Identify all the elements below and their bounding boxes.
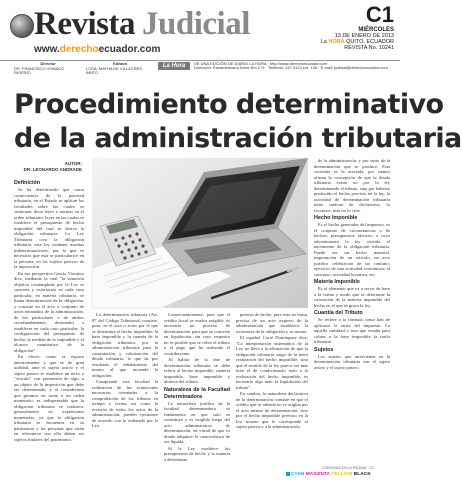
- newspaper-logo[interactable]: [8, 4, 258, 62]
- author-block: [14, 161, 82, 172]
- article-column-5: [314, 158, 390, 462]
- yellow-label: YELLOW: [331, 471, 353, 476]
- url-prefix: www.: [34, 44, 60, 55]
- headline-line-1: Procedimiento determinativo: [14, 89, 444, 120]
- issue-number: REVISTA No. 10241: [344, 45, 394, 51]
- editor-role: Editora: [113, 61, 127, 66]
- logo-word-judicial: Judicial: [142, 6, 250, 42]
- la-hora-badge[interactable]: La Hora: [158, 62, 190, 70]
- author-name: DR. LEONARDO ANDRADE: [23, 166, 82, 172]
- page-footer: [0, 466, 400, 480]
- paragraph: Se ha determinado que como consecuencia de la potestad tributaria, en el Estado se aplican las facultades sobre las cuales se sostienen, dicta leyes y normas en el orden tributario; leyes en las cuales se establece el presupuesto de hecho imponible del cual se deriva la obligación tributaria. La Ley Tributaria crea la obligación tributaria, esta ley contiene muchas indeterminaciones, por lo que es necesario que esta se particularice en la persona, en los sujetos pasivos de la imposición.: [14, 187, 84, 269]
- cmyk-registration: [286, 471, 371, 476]
- article-column-2: [92, 312, 158, 462]
- director-role: Director: [40, 61, 56, 66]
- paragraph: El español Corté Domínguez dice: "La interpretación sistemática de la Ley no lleva a la afirmación de que la obligación tributaria surge de la mera realización del hecho imponible, sino que el sentido de la ley parece ser más bien el de condicionarlo todo a la realización del hecho imponible, es necesario algo más: la liquidación del tributo".: [236, 335, 308, 390]
- issue-day: MIÉRCOLES: [358, 27, 394, 33]
- paragraph: En efecto, como se expuso anteriormente y que se de gran utilidad, ante el sujeto activo y el sujeto pasivo se establece un nexo o "vínculo" con pretensión de algo, a un objeto de la imposición que debe ser determinado; y al considerarse que giramos en torno a un orden monetario, es indispensable que la obligación tributaria se traduzca, generalmente en expresiones monetarias, ya que la obligación tributaria se encuentra en su patrimonio y las personas que están en relevancia con ella deben ser sujetos titulares del patrimonio.: [14, 354, 84, 442]
- subheading-sujetos: Sujetos: [314, 346, 334, 353]
- paragraph: Es el hecho generador del impuesto, es el conjunto de circunstancias o de hechos, presupuestos fácticos, a cuyo advenimiento la ley vincula el nacimiento de la obligación tributaria. Puede ser un hecho material, importación de un artículo, un acto jurídico celebración de un contrato; ejercicio de una actividad económica; el concurso; actividad lucrativa, etc.: [314, 222, 390, 277]
- paragraph: En esa perspectiva García Vizcaíno dice, mediante la cual "la situación objetiva contemplada por la Ley se concreta y exterioriza en cada caso particular, en materia tributaria, se llama determinación de la obligación, y consiste en el acto o conjunto de actos emanados de la administración, de los particulares o de ambos coordinadamente, destinados a establecer en cada caso particular, la configuración del presupuesto de hecho, la medida de lo imponible y el alcance cuantitativo de la obligación".: [14, 270, 84, 353]
- section-info: [294, 4, 394, 64]
- globe-icon: [10, 14, 34, 38]
- site-url[interactable]: [34, 44, 160, 55]
- bar-line-1: DE UNA EDICIÓN DE DIARIO LA HORA · http://www.derechoecuador.com: [194, 61, 327, 66]
- article-column-1: [14, 178, 84, 462]
- paragraph: Consecuentemente, para que el crédito fiscal se vuelva exigible, es necesario un proceso de determinación para que se concrete en liquidación, sin cuyo requisito no es posible que se cobre el tributo o el pago que ha realizado el contribuyente.: [164, 312, 230, 356]
- logo-word-revista: Revista: [34, 6, 135, 42]
- paragraph: Es el elemento que va a servir de base a la forma y modo que se determine la valoración de la materia imponible del hecho en el que se grava la ley.: [314, 286, 390, 308]
- paragraph: En cambio, la naturaleza declarativa de la determinación consiste en que el crédito que se adeuda no se origina por el acto mismo de determinación, sino por el hecho imponible previsto en la ley, mismo que le corresponde al sujeto pasivo o a la administración.: [236, 391, 308, 430]
- paragraph: Si la Ley establece los presupuestos de hecho y la materia a determinar.: [164, 445, 230, 462]
- city-hora: HORA: [328, 39, 345, 45]
- bar-line-2: Dirección: Panamericana Norte Km 2 ½ · Teléfono: 247 5113 ext. 136 · E-mail: judicial@derechoecuador.com: [194, 65, 388, 70]
- director-credit: [14, 62, 82, 76]
- paragraph: La naturaleza jurídica de la facultad determinadora se fundamenta en que solo se constituye y es exigible luego del acto administrativo de determinación, en virtud de que es donde adquiere la característica de ser líquida.: [164, 400, 230, 445]
- masthead: [0, 0, 400, 75]
- subheading-definicion: Definición: [14, 180, 41, 186]
- cyan-label: CYAN: [291, 471, 305, 476]
- director-name: DR. FRANCISCO VIVANCO RIOFRÍO: [14, 65, 65, 75]
- credits-bar: [0, 60, 400, 75]
- continuation-note: CONTINÚA EN LA PÁGINA · C2: [322, 466, 374, 470]
- editor-name: LCDA. MATHILDE VILLACRES BRITO: [86, 65, 142, 75]
- paragraph: La determinación tributaria (Art. 87 del Código Tributario) consiste, pues, en el acto o actos por el que se determina el hecho imponible, la base imponible y la cuantía de la obligación tributaria, por la administración tributaria para la constatación y valorización del deuda tributaria, lo que da por resultado el señalamiento del monto al que asciende la obligación.: [92, 312, 158, 378]
- subheading-naturaleza: Naturaleza de la Facultad Determinadora: [164, 386, 230, 400]
- cyan-swatch-icon: [286, 472, 290, 476]
- paragraph: puestos de hecho, pero esto no basta, precisa de un acto expreso de la administración que establezca la existencia de la obligación y su monto.: [236, 312, 308, 334]
- url-suffix: ecuador.com: [98, 44, 161, 55]
- subheading-hecho-imponible: Hecho Imponible: [314, 215, 358, 221]
- paragraph: Los sujetos que intervienen en la determinación tributaria son el sujeto activo y el sujeto pasivo.: [314, 353, 390, 370]
- headline-line-2: de la administración tributaria: [14, 123, 462, 154]
- laptop-calculator-photo: [92, 158, 308, 308]
- paragraph: Comprende esta facultad la realización de las actuaciones necesarias orientadas a la comprobación de los tributos en tiempo y forma, así como la revisión de todos los actos de la administración; pueden ejecutarse de acuerdo con lo ordenado por la Ley.: [92, 379, 158, 429]
- article-column-4: [236, 312, 308, 462]
- article-photo: [92, 158, 308, 308]
- author-label: AUTOR:: [64, 161, 82, 166]
- paragraph: Se refiere a la fórmula como han de aplicarse la tarifa del impuesto. La aquella cantidad o tasa que resulta para cobrar a la base imponible la tarifa tributaria.: [314, 317, 390, 344]
- url-accent: derecho: [59, 44, 99, 55]
- article-column-3: [164, 312, 230, 462]
- section-code: C1: [365, 2, 394, 27]
- black-label: BLACK: [353, 471, 371, 476]
- city-suffix: QUITO, ECUADOR: [344, 39, 394, 45]
- subheading-materia-imponible: Materia Imponible: [314, 279, 360, 285]
- paragraph: Al hablar de la fase de determinación tributaria se debe referir al hecho imponible, materia imponible, base imponible y alcance del tributo.: [164, 357, 230, 385]
- paragraph: de la administración, y por tanto de la determinación que se produce. Esta corriente es la acertada, por cuanto afirma la concepción de que la deuda tributaria existe no por la ley determinando el tributo, sino por haberse producido el hecho previsto en la ley, la actividad de determinación tributaria tiene carácter de declarativa, lo reconoce, más no lo crea.: [314, 158, 390, 213]
- issue-date: 13 DE ENERO DE 2013: [334, 33, 394, 39]
- article-headline: [14, 88, 462, 156]
- city-prefix: La: [320, 39, 329, 45]
- editor-credit: [86, 62, 154, 76]
- magenta-label: MAGENTA: [305, 471, 331, 476]
- subheading-cuantia: Cuantía del Tributo: [314, 310, 363, 316]
